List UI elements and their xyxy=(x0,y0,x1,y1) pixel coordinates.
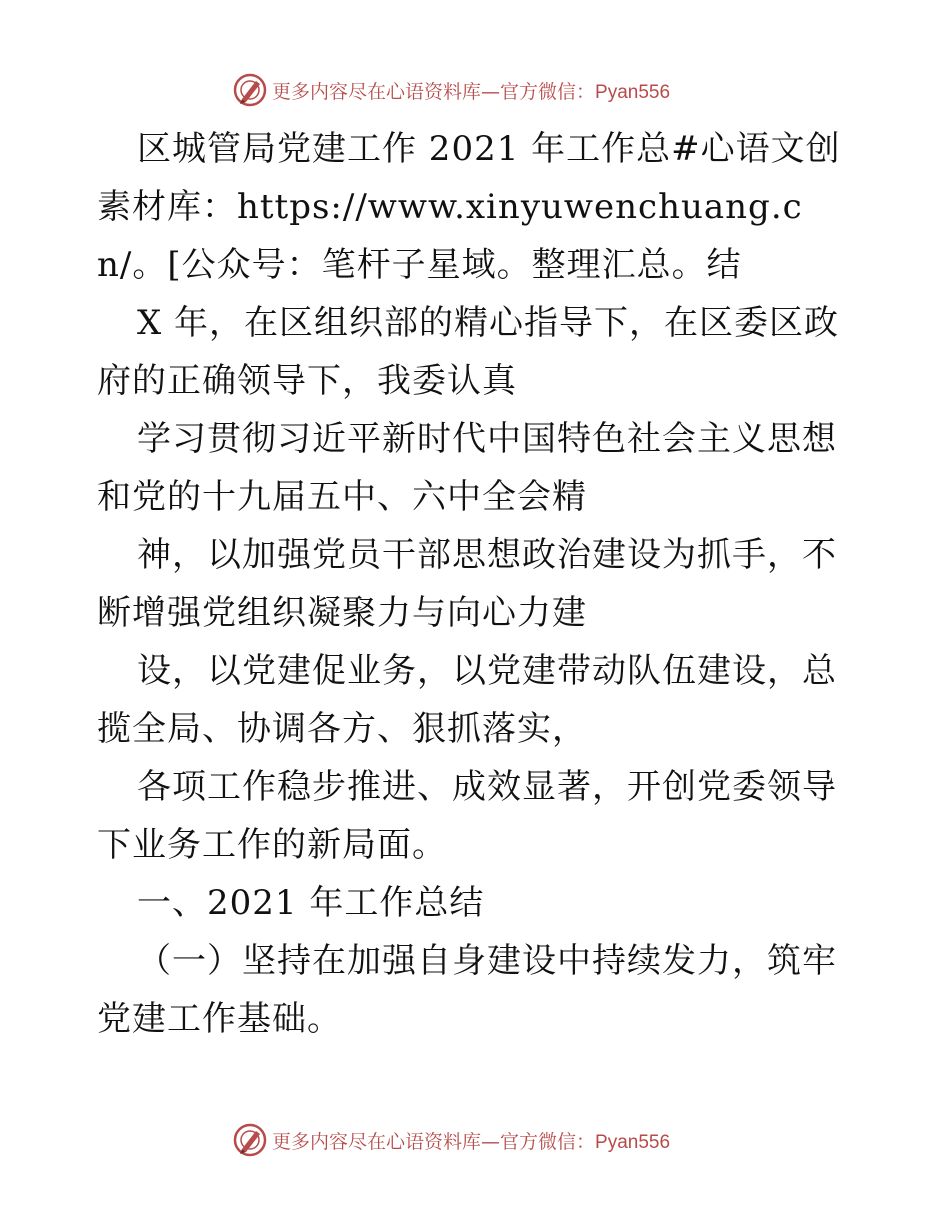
pen-logo-icon xyxy=(232,1122,268,1158)
paragraph: X 年，在区组织部的精心指导下，在区委区政府的正确领导下，我委认真 xyxy=(97,303,840,401)
document-body xyxy=(97,120,857,1048)
paragraph: 各项工作稳步推进、成效显著，开创党委领导下业务工作的新局面。 xyxy=(97,767,837,865)
section-heading: 一、2021 年工作总结 xyxy=(137,883,485,923)
footer-watermark xyxy=(232,1122,670,1158)
watermark-text: 更多内容尽在心语资料库—官方微信：Pyan556 xyxy=(272,1130,671,1153)
subsection-heading: （一）坚持在加强自身建设中持续发力，筑牢党建工作基础。 xyxy=(97,941,837,1039)
paragraph: 设，以党建促业务，以党建带动队伍建设，总揽全局、协调各方、狠抓落实， xyxy=(97,651,837,749)
paragraph: 学习贯彻习近平新时代中国特色社会主义思想和党的十九届五中、六中全会精 xyxy=(97,419,837,517)
paragraph-title: 区城管局党建工作 2021 年工作总#心语文创素材库：https://www.xinyuwenchuang.cn/。[公众号：笔杆子星域。整理汇总。结 xyxy=(97,129,841,285)
pen-logo-icon xyxy=(232,72,268,108)
header-watermark xyxy=(232,72,670,108)
watermark-text: 更多内容尽在心语资料库—官方微信：Pyan556 xyxy=(272,80,671,103)
paragraph: 神，以加强党员干部思想政治建设为抓手，不断增强党组织凝聚力与向心力建 xyxy=(97,535,837,633)
